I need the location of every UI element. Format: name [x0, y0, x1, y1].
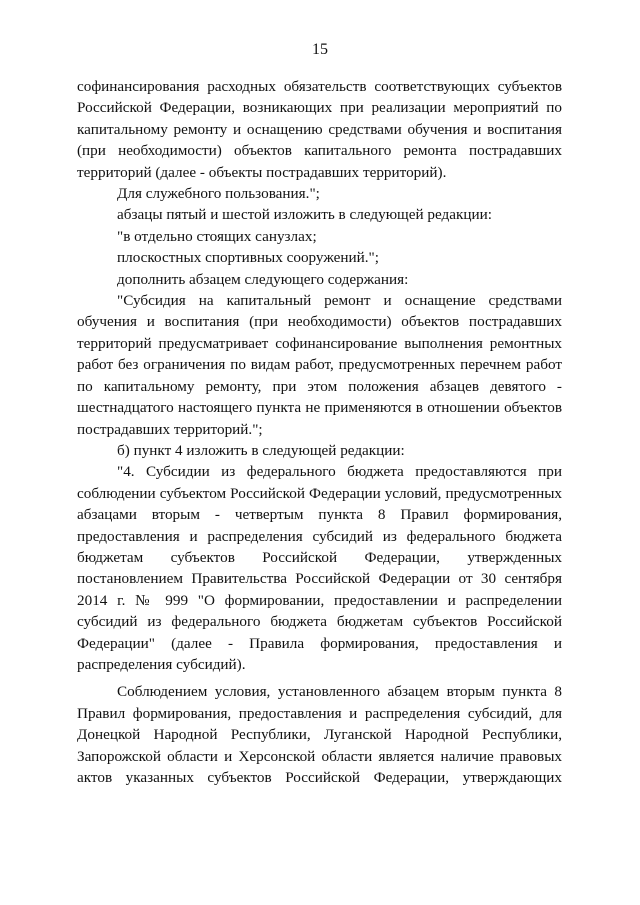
paragraph: "4. Субсидии из федерального бюджета предоставляются при соблюдении субъектом Российской Федерации условий, предусмотренных абзацами вторым - четвертым пункта 8 Правил формирования, предоставления и распределения субсидий из федерального бюджета бюджетам субъектов Российской Федерации, утвержденных постановлением Правительства Российской Федерации от 30 сентября 2014 г. № 999 "О формировании, предоставлении и распределении субсидий из федерального бюджета бюджетам субъектов Российской Федерации" (далее - Правила формирования, предоставления и распределения субсидий).	[77, 463, 562, 673]
document-body	[77, 76, 562, 788]
paragraph: "Субсидия на капитальный ремонт и оснащение средствами обучения и воспитания (при необходимости) объектов пострадавших территорий предусматривает софинансирование выполнения ремонтных работ без ограничения по видам работ, предусмотренных перечнем работ по капитальному ремонту, при этом положения абзацев девятого - шестнадцатого настоящего пункта не применяются в отношении объектов пострадавших территорий.";	[77, 292, 562, 438]
paragraph: "в отдельно стоящих санузлах;	[117, 227, 317, 245]
paragraph: б) пункт 4 изложить в следующей редакции:	[117, 441, 405, 459]
paragraph: дополнить абзацем следующего содержания:	[117, 270, 409, 288]
paragraph: Для служебного пользования.";	[117, 185, 320, 203]
paragraph: абзацы пятый и шестой изложить в следующей редакции:	[117, 206, 492, 224]
page-number: 15	[312, 41, 328, 58]
paragraph: Соблюдением условия, установленного абзацем вторым пункта 8 Правил формирования, предоставления и распределения субсидий, для Донецкой Народной Республики, Луганской Народной Республики, Запорожской области и Херсонской области является наличие правовых актов указанных субъектов Российской Федерации, утверждающих	[77, 683, 562, 786]
paragraph-continuation: софинансирования расходных обязательств соответствующих субъектов Российской Федерации, возникающих при реализации мероприятий по капитальному ремонту и оснащению средствами обучения и воспитания (при необходимости) объектов капитального ремонта пострадавших территорий (далее - объекты пострадавших территорий).	[77, 78, 562, 181]
paragraph: плоскостных спортивных сооружений.";	[117, 249, 379, 267]
